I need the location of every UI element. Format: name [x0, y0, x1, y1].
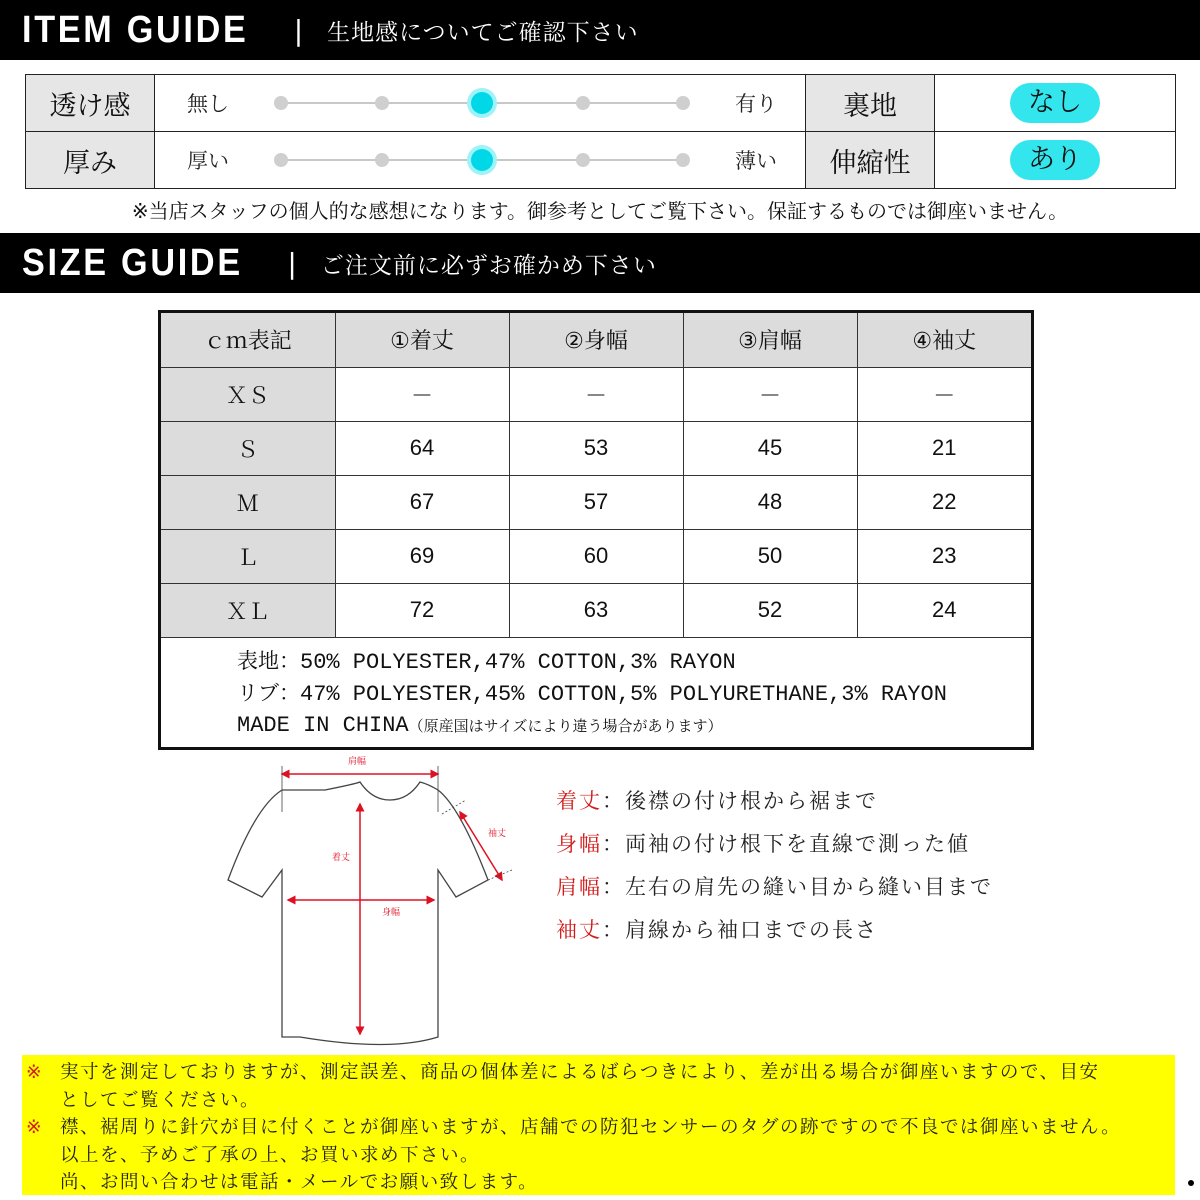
notice-text: としてご覧ください。 [60, 1089, 261, 1111]
table-cell: 48 [683, 475, 857, 529]
measurement-definitions [556, 778, 993, 950]
fabric-row-thickness [26, 132, 1176, 189]
fabric-feel-table [25, 74, 1176, 189]
size-label: Ｓ [161, 421, 335, 475]
notice-line [26, 1169, 1175, 1195]
table-row [161, 475, 1031, 529]
table-row [161, 367, 1031, 421]
table-cell: 60 [509, 529, 683, 583]
rib-fabric-value: 47% POLYESTER,45% COTTON,5% POLYURETHANE,3% RAYON [300, 681, 947, 707]
scale-dot-4 [576, 96, 590, 110]
width-label: 身幅 [382, 908, 401, 918]
size-guide-header [0, 233, 1200, 293]
table-cell: － [509, 367, 683, 421]
fabric-row-transparency [26, 75, 1176, 132]
size-table [161, 313, 1031, 638]
material-info [161, 638, 1031, 742]
rib-fabric-line [237, 678, 1031, 710]
lining-value-badge: なし [1010, 83, 1100, 123]
notice-text: 尚、お問い合わせは電話・メールでお願い致します。 [60, 1172, 539, 1193]
scale-dot-3 [471, 149, 493, 171]
definition-text: ：後襟の付け根から裾まで [602, 788, 878, 813]
table-cell: － [683, 367, 857, 421]
table-cell: 72 [335, 583, 509, 637]
definition-term: 袖丈 [556, 917, 602, 942]
outer-fabric-line [237, 646, 1031, 678]
notice-mark: ※ [26, 1062, 44, 1083]
notice-mark: ※ [26, 1117, 44, 1138]
scale-dot-1 [274, 153, 288, 167]
definition-text: ：左右の肩先の縫い目から縫い目まで [602, 874, 993, 899]
tshirt-illustration [220, 752, 530, 1047]
table-cell: － [857, 367, 1031, 421]
table-cell: 21 [857, 421, 1031, 475]
stretch-value-badge: あり [1010, 140, 1100, 180]
header-unit: ｃｍ表記 [161, 313, 335, 367]
table-cell: 64 [335, 421, 509, 475]
table-cell: 52 [683, 583, 857, 637]
stretch-value-cell [935, 132, 1176, 189]
table-row [161, 529, 1031, 583]
origin-note: （原産国はサイズにより違う場合があります） [408, 716, 723, 735]
notice-text: 以上を、予めご了承の上、お買い求め下さい。 [60, 1144, 481, 1166]
size-table-header-row [161, 313, 1031, 367]
tshirt-outline [228, 782, 488, 1045]
lining-value-cell [935, 75, 1176, 132]
scale-dot-2 [375, 153, 389, 167]
table-cell: 63 [509, 583, 683, 637]
table-cell: － [335, 367, 509, 421]
scale-dot-3 [471, 92, 493, 114]
table-cell: 69 [335, 529, 509, 583]
item-guide-subtitle: 生地感についてご確認下さい [327, 19, 639, 46]
scale-low-label: 厚い [187, 149, 229, 173]
thickness-scale-cell [155, 132, 806, 189]
origin-value: MADE IN CHINA [237, 712, 409, 738]
definition-term: 着丈 [556, 788, 602, 813]
size-label: ＸＬ [161, 583, 335, 637]
transparency-label: 透け感 [26, 75, 155, 132]
definition-text: ：肩線から袖口までの長さ [602, 917, 878, 942]
thickness-label: 厚み [26, 132, 155, 189]
item-guide-title: ITEM GUIDE [22, 8, 249, 51]
size-guide-title: SIZE GUIDE [22, 241, 243, 284]
transparency-scale [155, 75, 805, 131]
length-label: 着丈 [332, 853, 351, 863]
definition-text: ：両袖の付け根下を直線で測った値 [602, 831, 970, 856]
list-item [556, 907, 993, 950]
table-cell: 50 [683, 529, 857, 583]
scale-dot-2 [375, 96, 389, 110]
size-label: Ｌ [161, 529, 335, 583]
header-shoulder: ③肩幅 [683, 313, 857, 367]
sleeve-guide-bottom [488, 870, 512, 880]
table-cell: 24 [857, 583, 1031, 637]
notice-line [26, 1114, 1175, 1142]
outer-fabric-label: 表地： [237, 648, 300, 673]
item-guide-header [0, 0, 1200, 60]
table-row [161, 583, 1031, 637]
notice-line [26, 1087, 1175, 1115]
notice-text: 実寸を測定しておりますが、測定誤差、商品の個体差によるばらつきにより、差が出る場合が御座いますので、目安 [60, 1062, 1100, 1083]
list-item [556, 778, 993, 821]
table-cell: 23 [857, 529, 1031, 583]
tshirt-measurement-diagram [220, 752, 530, 1047]
staff-opinion-note: ※当店スタッフの個人的な感想になります。御参考としてご覧下さい。保証するものでは御座いません。 [131, 199, 1069, 223]
size-label: ＸＳ [161, 367, 335, 421]
notice-text: 襟、裾周りに針穴が目に付くことが御座いますが、店舗での防犯センサーのタグの跡ですので不良では御座いません。 [60, 1117, 1122, 1138]
scale-high-label: 有り [735, 92, 777, 116]
scale-low-label: 無し [187, 92, 229, 116]
header-width: ②身幅 [509, 313, 683, 367]
definition-term: 身幅 [556, 831, 602, 856]
lining-label: 裏地 [806, 75, 935, 132]
table-cell: 67 [335, 475, 509, 529]
rib-fabric-label: リブ： [237, 680, 300, 705]
table-cell: 22 [857, 475, 1031, 529]
scale-dot-4 [576, 153, 590, 167]
size-table-frame [158, 310, 1034, 750]
header-separator: | [287, 246, 297, 280]
header-sleeve: ④袖丈 [857, 313, 1031, 367]
definition-term: 肩幅 [556, 874, 602, 899]
list-item [556, 821, 993, 864]
size-label: Ｍ [161, 475, 335, 529]
origin-line [237, 710, 1031, 742]
header-length: ①着丈 [335, 313, 509, 367]
table-cell: 53 [509, 421, 683, 475]
list-item [556, 864, 993, 907]
notice-line [26, 1059, 1175, 1087]
header-separator: | [293, 13, 304, 47]
sleeve-label: 袖丈 [488, 829, 507, 839]
scale-dot-5 [676, 96, 690, 110]
stretch-label: 伸縮性 [806, 132, 935, 189]
notice-line [26, 1142, 1175, 1170]
scale-dot-1 [274, 96, 288, 110]
corner-dot [1188, 1180, 1194, 1186]
shoulder-label: 肩幅 [348, 757, 367, 767]
thickness-scale [155, 132, 805, 188]
notice-box [22, 1055, 1175, 1195]
scale-dot-5 [676, 153, 690, 167]
outer-fabric-value: 50% POLYESTER,47% COTTON,3% RAYON [300, 649, 736, 675]
table-cell: 45 [683, 421, 857, 475]
transparency-scale-cell [155, 75, 806, 132]
size-guide-subtitle: ご注文前に必ずお確かめ下さい [320, 252, 657, 279]
table-cell: 57 [509, 475, 683, 529]
scale-high-label: 薄い [735, 149, 777, 173]
table-row [161, 421, 1031, 475]
